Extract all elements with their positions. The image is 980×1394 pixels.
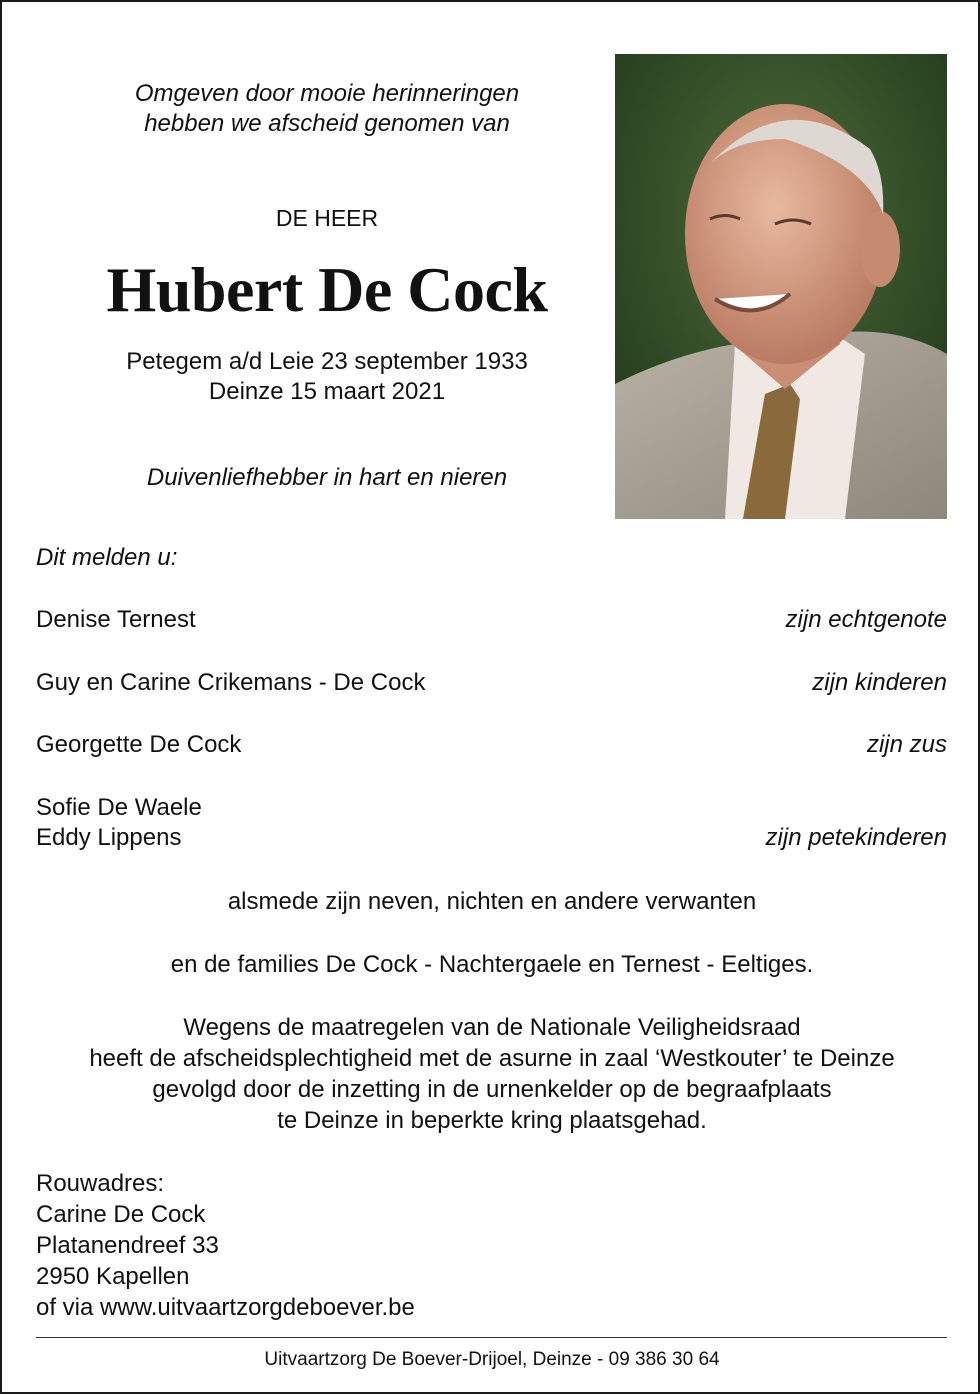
life-dates — [42, 347, 612, 407]
address-name: Carine De Cock — [36, 1201, 206, 1228]
family-member-name: Eddy Lippens — [36, 824, 182, 851]
footer-divider — [36, 1337, 947, 1338]
ceremony-line-3: gevolgd door de inzetting in de urnenkelder op de begraafplaats — [152, 1076, 832, 1103]
family-row-3 — [36, 730, 947, 760]
family-row-4 — [36, 793, 947, 853]
motto: Duivenliefhebber in hart en nieren — [146, 464, 508, 491]
announce-label: Dit melden u: — [36, 544, 178, 571]
ceremony-line-4: te Deinze in beperkte kring plaatsgehad. — [277, 1107, 707, 1134]
birth-line: Petegem a/d Leie 23 september 1933 — [126, 348, 528, 375]
portrait-illustration — [615, 54, 947, 519]
family-member-name: Sofie De Waele — [36, 794, 202, 821]
ceremony-text — [2, 1012, 980, 1136]
family-relation: zijn zus — [866, 731, 947, 758]
mourning-address — [36, 1168, 947, 1323]
portrait-photo — [615, 54, 947, 519]
family-relation: zijn kinderen — [812, 669, 947, 696]
death-line: Deinze 15 maart 2021 — [208, 378, 446, 405]
address-label: Rouwadres: — [36, 1170, 165, 1197]
family-member-name: Guy en Carine Crikemans - De Cock — [36, 669, 426, 696]
family-row-1 — [36, 605, 947, 635]
family-relation: zijn petekinderen — [765, 824, 947, 851]
footer-text: Uitvaartzorg De Boever-Drijoel, Deinze - 09 386 30 64 — [264, 1349, 720, 1370]
families-line: en de families De Cock - Nachtergaele en Ternest - Eeltiges. — [170, 951, 814, 978]
family-member-name: Denise Ternest — [36, 606, 196, 633]
title-prefix: DE HEER — [275, 205, 379, 231]
ceremony-line-2: heeft de afscheidsplechtigheid met de asurne in zaal ‘Westkouter’ te Deinze — [89, 1045, 895, 1072]
intro-line-1: Omgeven door mooie herinneringen — [134, 80, 520, 107]
intro-text — [42, 79, 612, 139]
family-member-name: Georgette De Cock — [36, 731, 242, 758]
ceremony-line-1: Wegens de maatregelen van de Nationale Veiligheidsraad — [183, 1014, 801, 1041]
address-web: of via www.uitvaartzorgdeboever.be — [36, 1294, 415, 1321]
deceased-name: Hubert De Cock — [106, 254, 548, 325]
address-street: Platanendreef 33 — [36, 1232, 219, 1259]
family-relation: zijn echtgenote — [785, 606, 947, 633]
family-row-2 — [36, 668, 947, 698]
relatives-line: alsmede zijn neven, nichten en andere verwanten — [227, 888, 757, 915]
intro-line-2: hebben we afscheid genomen van — [144, 110, 510, 137]
address-city: 2950 Kapellen — [36, 1263, 190, 1290]
